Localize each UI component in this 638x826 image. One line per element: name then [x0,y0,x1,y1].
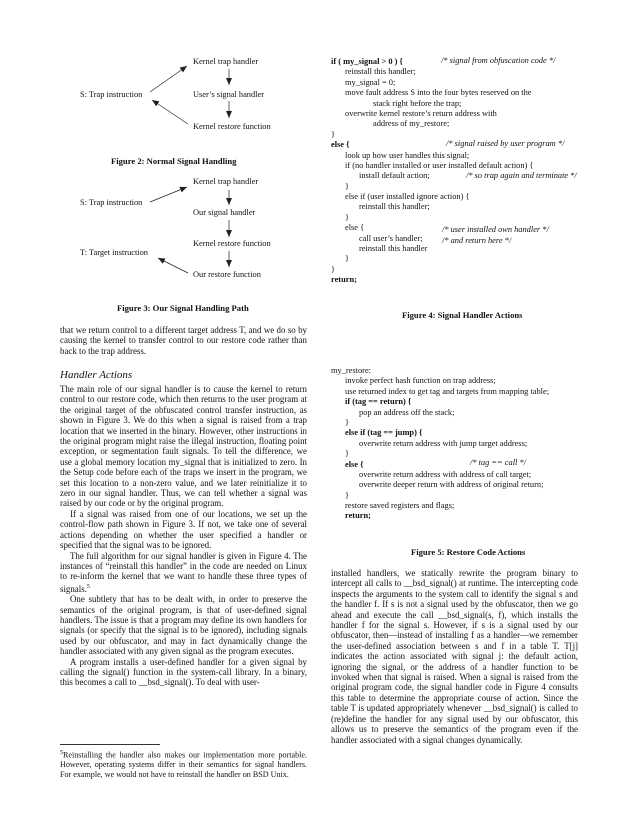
code-line: invoke perfect hash function on trap address; [345,376,496,386]
code-line: } [345,212,350,222]
code-line: reinstall this handler; [345,67,416,77]
paragraph-3 [60,551,307,595]
code-line: else { [345,223,365,233]
code-line: pop an address off the stack; [359,407,455,417]
kernel-trap-handler-label: Kernel trap handler [193,57,259,66]
code-line: restore saved registers and flags; [345,501,455,511]
figure-4-caption: Figure 4: Signal Handler Actions [402,310,523,320]
code-line: move fault address S into the four bytes reserved on the [345,88,532,98]
code-line: else if (user installed ignore action) { [345,192,470,202]
code-line: if (tag == return) { [345,397,412,407]
code-comment: /* tag == call */ [470,458,526,467]
code-line: } [345,449,350,459]
paragraph-4: One subtlety that has to be dealt with, in order to preserve the semantics of the original program, is that of user-defined signal handlers. The issue is that a program may define its own handlers for signals (or specify that the signal is to be ignored), including signals used by our obfuscator, and may in fact dynamically change the handler associated with any given signal as the program executes. [60,594,307,657]
trap-instruction-label-3: S: Trap instruction [80,198,143,207]
left-body-text [60,384,307,688]
code-comment: /* user installed own handler */ [442,225,549,234]
code-line: stack right before the trap; [373,98,462,108]
right-body-text [331,568,578,745]
code-line: } [345,254,350,264]
target-instruction-label: T: Target instruction [80,248,148,257]
kernel-restore-function-label: Kernel restore function [193,122,271,131]
code-line: return; [345,511,371,521]
code-line: else { [345,459,364,469]
code-line: look up how user handles this signal; [345,150,470,160]
user-signal-handler-label: User’s signal handler [193,90,265,99]
code-line: overwrite kernel restore’s return address with [345,108,497,118]
code-line: } [345,417,350,427]
code-line: call user’s handler; [359,233,423,243]
footnote [60,749,307,779]
lead-text: that we return control to a different target address T, and we do so by causing the kernel to transfer control to our restore code rather than back to the trap address. [60,325,307,356]
footnote-ref-5: 5 [86,583,90,590]
arrow-our-restore-to-target [158,258,188,273]
code-line: my_restore: [331,366,372,375]
code-line: } [331,264,336,274]
code-comment: /* and return here */ [442,236,512,245]
code-line: reinstall this handler [359,244,428,254]
code-line: overwrite return address with jump target address; [359,438,528,448]
paragraph-5: A program installs a user-defined handler for a given signal by calling the signal() function in the system-call library. In a binary, this becomes a call to __bsd_signal(). To deal with user- [60,656,307,688]
figure-5-caption: Figure 5: Restore Code Actions [411,547,526,557]
code-line: use returned index to get tag and targets from mapping table; [345,386,550,396]
code-line: else if (tag == jump) { [345,428,423,438]
figure-2-caption: Figure 2: Normal Signal Handling [111,156,237,166]
code-line: } [345,181,350,191]
code-comment: /* signal from obfuscation code */ [441,56,556,65]
code-comment: /* so trap again and terminate */ [466,171,577,180]
kernel-restore-function-label-3: Kernel restore function [193,239,271,248]
our-restore-function-label: Our restore function [193,270,261,279]
code-line: my_signal = 0; [345,77,396,87]
kernel-trap-handler-label-3: Kernel trap handler [193,177,259,186]
code-line: } [331,129,336,139]
code-line: reinstall this handler; [359,202,430,212]
code-line: install default action; [359,171,430,181]
figure-3-caption: Figure 3: Our Signal Handling Path [117,303,249,313]
code-line: overwrite return address with address of call target; [359,469,532,479]
trap-instruction-label: S: Trap instruction [80,90,143,99]
footnote-rule [60,744,160,745]
code-line: address of my_restore; [373,119,450,129]
arrow-trap-to-kernel-3 [150,187,187,202]
paragraph-1: The main role of our signal handler is to cause the kernel to return control to our restore code, which then returns to the user program at the original target of the obfuscated control transfer instruction, as shown in Figure 3. We do this when a signal is raised from a trap location that we inserted in the binary. However, other instructions in the original program might raise the illegal instruction, floating point exception, or segmentation fault signals. To tell the difference, we use a global memory location my_signal that is initialized to zero. In the Setup code before each of the traps we insert in the program, we set this location to a non-zero value, and we later reinitialize it to zero in our signal handler. Thus, we can tell whether a signal was raised by our code or by the original program. [60,384,307,509]
section-heading-handler-actions: Handler Actions [60,369,133,381]
code-comment: /* signal raised by user program */ [446,139,565,148]
code-line: return; [331,275,357,285]
code-line: else { [331,140,350,150]
paragraph-3-text: The full algorithm for our signal handler is given in Figure 4. The instances of “reinstall this handler” in the code are needed on Linux to re-inform the kernel that we want to handle these three types of signals. [60,550,307,594]
lead-paragraph [60,325,307,356]
code-line: overwrite deeper return with address of original return; [359,480,544,490]
figure-5-code [331,366,591,522]
our-signal-handler-label: Our signal handler [193,208,256,217]
code-line: } [345,490,350,500]
footnote-text: Reinstalling the handler also makes our implementation more portable. However, operating systems differ in their semantics for signal handlers. For example, we would not have to reinstall the handler on BSD Unix. [60,750,307,779]
paragraph-right-1: installed handlers, we statically rewrite the program binary to intercept all calls to __bsd_signal() at runtime. The intercepting code inspects the arguments to the system call to identify the signal s and the handler f. If s is not a signal used by the obfuscator, then we go ahead and execute the call __bsd_signal(s, f), which installs the handler f for the signal s. However, if s is a signal used by our obfuscator, then—instead of installing f as a handler—we remember the user-defined association between s and f in a table T. T[j] indicates the action associated with signal j: the default action, ignoring the signal, or the address of a handler function to be invoked when that signal is raised. When a signal is raised from the original program code, the signal handler code in Figure 4 consults this table to determine the appropriate course of action. Since the table T is updated appropriately whenever __bsd_signal() is called to (re)define the handler for any signal used by our obfuscator, this allows us to preserve the semantics of the program even if the handler associated with a signal changes dynamically. [331,568,578,745]
paragraph-2: If a signal was raised from one of our locations, we set up the control-flow path shown in Figure 3. If not, we take one of several actions depending on whether the user specified a handler or specified that the signal was to be ignored. [60,508,307,551]
footnote-mark: 5 [60,750,63,756]
code-line: if (no handler installed or user installed default action) { [345,160,534,170]
code-line: if ( my_signal > 0 ) { [331,57,403,66]
